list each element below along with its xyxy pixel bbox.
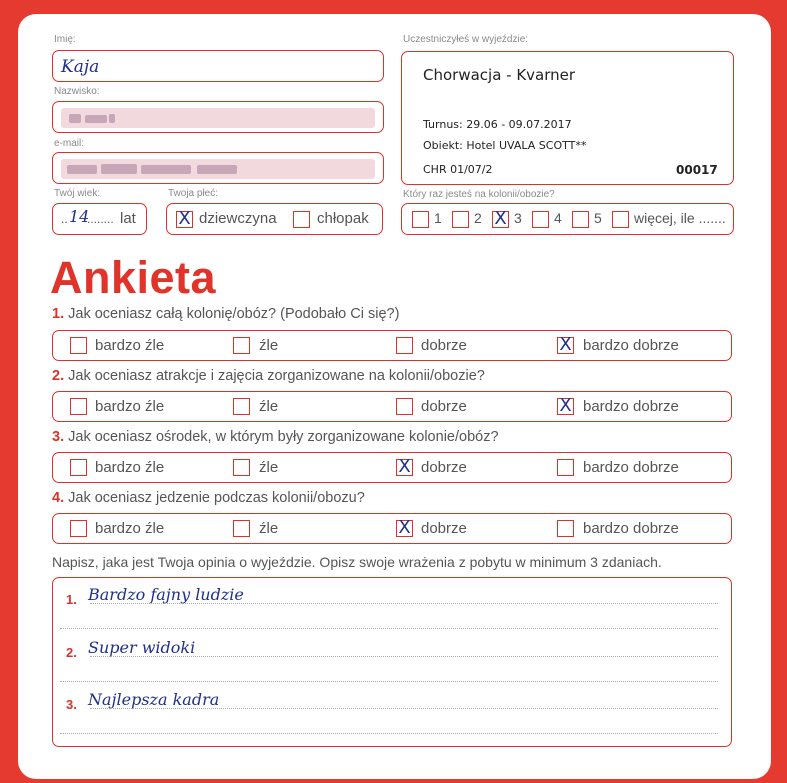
answer-line bbox=[90, 656, 718, 657]
checkbox-chlopak[interactable] bbox=[293, 211, 310, 228]
q1-zle[interactable] bbox=[233, 337, 250, 354]
checkbox-raz-4[interactable] bbox=[532, 211, 549, 228]
rating-row-2: bardzo źle źle dobrze X bardzo dobrze bbox=[52, 391, 732, 422]
field-wiek[interactable]: .. 14 ........ lat bbox=[52, 203, 147, 235]
field-nazwisko[interactable] bbox=[52, 101, 384, 133]
trip-info-box bbox=[401, 51, 734, 185]
label-imie: Imię: bbox=[54, 34, 76, 45]
answer-line bbox=[60, 733, 718, 734]
question-3: 3. Jak oceniasz ośrodek, w którym były zorganizowane kolonie/obóz? bbox=[52, 429, 499, 445]
redacted-surname bbox=[61, 108, 375, 128]
trip-name: Chorwacja - Kvarner bbox=[423, 66, 576, 84]
q1-bardzo-zle[interactable] bbox=[70, 337, 87, 354]
q2-bardzo-dobrze[interactable]: X bbox=[557, 398, 574, 415]
q3-bardzo-dobrze[interactable] bbox=[557, 459, 574, 476]
wiek-value: 14 bbox=[69, 207, 90, 226]
checkbox-raz-2[interactable] bbox=[452, 211, 469, 228]
option-chlopak: chłopak bbox=[317, 210, 369, 227]
q4-bardzo-zle[interactable] bbox=[70, 520, 87, 537]
q2-dobrze[interactable] bbox=[396, 398, 413, 415]
trip-obiekt: Obiekt: Hotel UVALA SCOTT** bbox=[423, 139, 587, 152]
checkbox-raz-5[interactable] bbox=[572, 211, 589, 228]
answer-line bbox=[60, 681, 718, 682]
imie-value: Kaja bbox=[61, 57, 100, 77]
opinion-answer-3: Najlepsza kadra bbox=[88, 690, 220, 709]
checkbox-raz-wiecej[interactable] bbox=[612, 211, 629, 228]
checkbox-raz-1[interactable] bbox=[412, 211, 429, 228]
question-4: 4. Jak oceniasz jedzenie podczas kolonii/obozu? bbox=[52, 490, 365, 506]
checkbox-dziewczyna[interactable]: X bbox=[176, 211, 193, 228]
trip-turnus: Turnus: 29.06 - 09.07.2017 bbox=[423, 118, 572, 131]
redacted-email bbox=[61, 159, 375, 179]
checkbox-raz-3[interactable]: X bbox=[492, 211, 509, 228]
field-ktory-raz: 1 2 X 3 4 5 więcej, ile ....... bbox=[401, 203, 734, 235]
q4-zle[interactable] bbox=[233, 520, 250, 537]
q3-bardzo-zle[interactable] bbox=[70, 459, 87, 476]
rating-row-3: bardzo źle źle X dobrze bardzo dobrze bbox=[52, 452, 732, 483]
label-wiek: Twój wiek: bbox=[54, 188, 101, 199]
answer-line bbox=[90, 708, 718, 709]
field-imie[interactable] bbox=[52, 50, 384, 82]
label-ktory-raz: Który raz jesteś na kolonii/obozie? bbox=[403, 189, 555, 200]
rating-row-1: bardzo źle źle dobrze X bardzo dobrze bbox=[52, 330, 732, 361]
answer-line bbox=[90, 603, 718, 604]
page-title: Ankieta bbox=[50, 252, 217, 303]
trip-code: CHR 01/07/2 bbox=[423, 163, 493, 176]
question-2: 2. Jak oceniasz atrakcje i zajęcia zorganizowane na kolonii/obozie? bbox=[52, 368, 485, 384]
trip-number: 00017 bbox=[676, 163, 718, 177]
option-dziewczyna: dziewczyna bbox=[199, 210, 277, 227]
rating-row-4: bardzo źle źle X dobrze bardzo dobrze bbox=[52, 513, 732, 544]
answer-line bbox=[60, 628, 718, 629]
q3-dobrze[interactable]: X bbox=[396, 459, 413, 476]
field-plec bbox=[166, 203, 383, 235]
q4-dobrze[interactable]: X bbox=[396, 520, 413, 537]
q2-bardzo-zle[interactable] bbox=[70, 398, 87, 415]
opinion-answer-1: Bardzo fajny ludzie bbox=[88, 585, 244, 604]
q1-dobrze[interactable] bbox=[396, 337, 413, 354]
q3-zle[interactable] bbox=[233, 459, 250, 476]
opinion-answer-2: Super widoki bbox=[88, 638, 196, 657]
label-plec: Twoja płeć: bbox=[168, 188, 219, 199]
label-email: e-mail: bbox=[54, 138, 85, 149]
label-uczestniczyles: Uczestniczyłeś w wyjeździe: bbox=[403, 34, 529, 45]
q4-bardzo-dobrze[interactable] bbox=[557, 520, 574, 537]
opinion-prompt: Napisz, jaka jest Twoja opinia o wyjeździe. Opisz swoje wrażenia z pobytu w minimum 3 zdaniach. bbox=[52, 554, 662, 570]
wiek-unit: lat bbox=[120, 210, 136, 227]
q1-bardzo-dobrze[interactable]: X bbox=[557, 337, 574, 354]
field-email[interactable] bbox=[52, 152, 384, 184]
question-1: 1. Jak oceniasz całą kolonię/obóz? (Podobało Ci się?) bbox=[52, 306, 400, 322]
q2-zle[interactable] bbox=[233, 398, 250, 415]
label-nazwisko: Nazwisko: bbox=[54, 86, 100, 97]
